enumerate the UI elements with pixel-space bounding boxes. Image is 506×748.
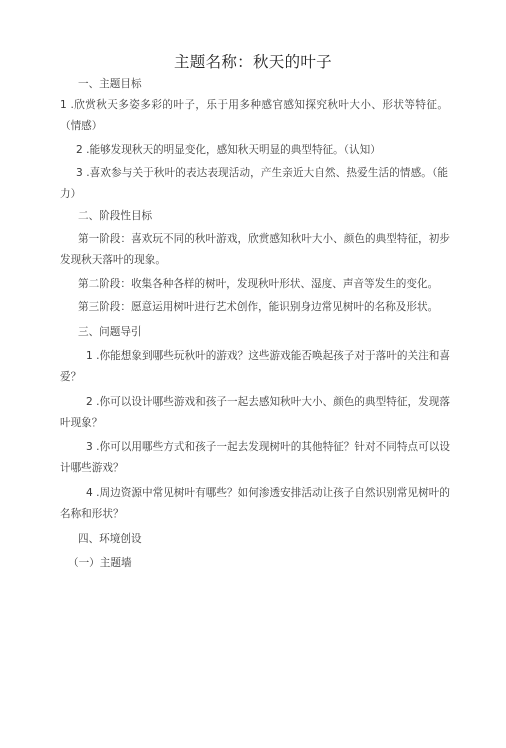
questions-heading: 三、问题导引 xyxy=(78,326,142,338)
question-3: 3 .你可以用哪些方式和孩子一起去发现树叶的其他特征？针对不同特点可以设计哪些游戏？ xyxy=(60,441,450,474)
stage-1: 第一阶段：喜欢玩不同的秋叶游戏，欣赏感知秋叶大小、颜色的典型特征，初步发现秋天落叶的现象。 xyxy=(60,233,450,266)
environment-heading: 四、环境创设 xyxy=(78,533,142,545)
stage-3: 第三阶段：愿意运用树叶进行艺术创作，能识别身边常见树叶的名称及形状。 xyxy=(78,301,439,313)
stage-2: 第二阶段：收集各种各样的树叶，发现秋叶形状、湿度、声音等发生的变化。 xyxy=(78,278,439,290)
question-4: 4 .周边资源中常见树叶有哪些？如何渗透安排活动让孩子自然识别常见树叶的名称和形状？ xyxy=(60,487,450,520)
question-1: 1 .你能想象到哪些玩秋叶的游戏？这些游戏能否唤起孩子对于落叶的关注和喜爱？ xyxy=(60,350,450,383)
goal-3: 3 .喜欢参与关于秋叶的表达表现活动，产生亲近大自然、热爱生活的情感。（能力） xyxy=(60,167,448,200)
question-2: 2 .你可以设计哪些游戏和孩子一起去感知秋叶大小、颜色的典型特征，发现落叶现象？ xyxy=(60,396,450,429)
goals-heading: 一、主题目标 xyxy=(78,78,142,90)
stages-heading: 二、阶段性目标 xyxy=(78,210,153,222)
goal-1: 1 .欣赏秋天多姿多彩的叶子，乐于用多种感官感知探究秋叶大小、形状等特征。（情感） xyxy=(60,99,448,132)
environment-subheading: （一）主题墙 xyxy=(68,557,132,569)
goal-2: 2 .能够发现秋天的明显变化，感知秋天明显的典型特征。（认知） xyxy=(76,144,381,156)
page-title: 主题名称：秋天的叶子 xyxy=(173,53,332,71)
